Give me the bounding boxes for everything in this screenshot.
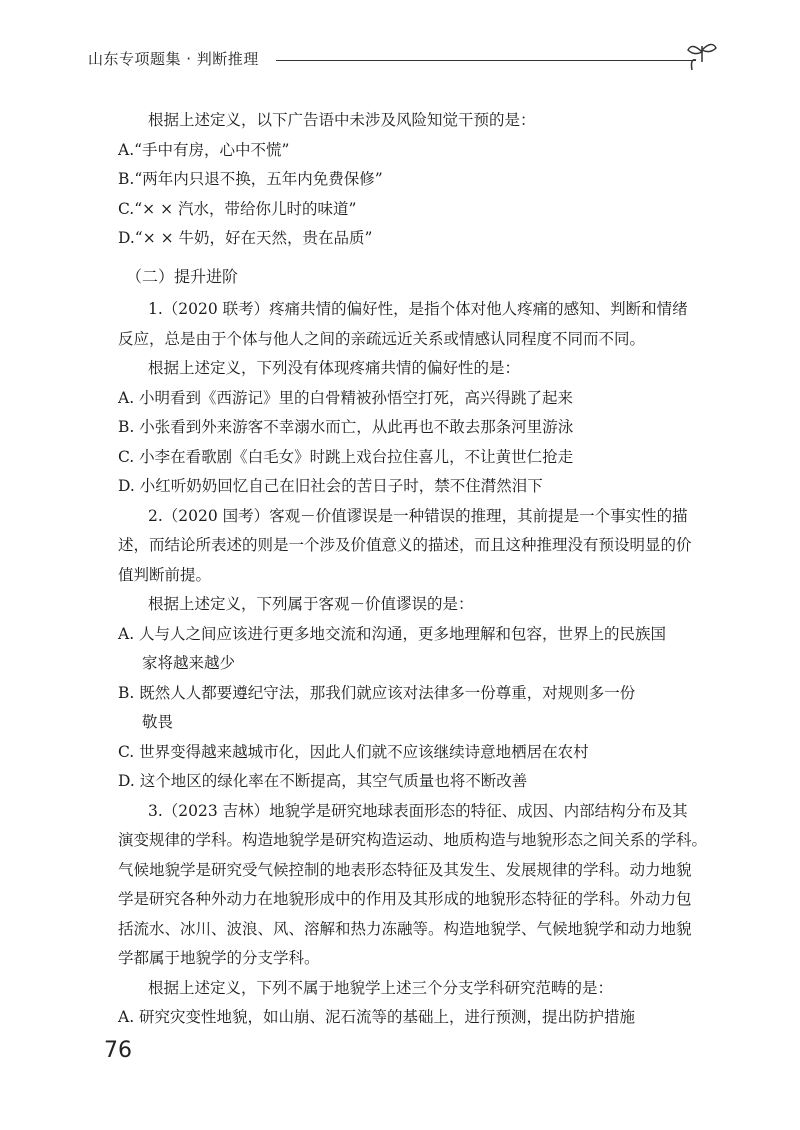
option-a: A. 人与人之间应该进行更多地交流和沟通，更多地理解和包容，世界上的民族国 bbox=[118, 624, 667, 643]
option-a-continuation: 家将越来越少 bbox=[142, 654, 236, 672]
definition-line: 2.（2020 国考）客观－价值谬误是一种错误的推理，其前提是一个事实性的描 bbox=[148, 506, 688, 525]
question-1 bbox=[118, 295, 720, 502]
question-3 bbox=[118, 797, 720, 1033]
question-stem: 根据上述定义，下列不属于地貌学上述三个分支学科研究范畴的是： bbox=[148, 978, 614, 997]
intro-question bbox=[118, 106, 720, 254]
option-c: C.“× × 汽水，带给你儿时的味道” bbox=[118, 199, 357, 218]
header-title: 山东专项题集 · 判断推理 bbox=[88, 50, 259, 68]
page-body bbox=[118, 106, 720, 1033]
definition-line: 演变规律的学科。构造地貌学是研究构造运动、地质构造与地貌形态之间关系的学科。 bbox=[118, 831, 708, 849]
option-d: D. 小红听奶奶回忆自己在旧社会的苦日子时，禁不住潸然泪下 bbox=[118, 477, 543, 495]
definition-line: 3.（2023 吉林）地貌学是研究地球表面形态的特征、成因、内部结构分布及其 bbox=[148, 801, 688, 820]
option-a: A.“手中有房，心中不慌” bbox=[118, 140, 290, 159]
option-b: B. 既然人人都要遵纪守法，那我们就应该对法律多一份尊重，对规则多一份 bbox=[118, 683, 636, 702]
question-2 bbox=[118, 502, 720, 797]
definition-line: 括流水、冰川、波浪、风、溶解和热力冻融等。构造地貌学、气候地貌学和动力地貌 bbox=[118, 919, 692, 938]
option-c: C. 世界变得越来越城市化，因此人们就不应该继续诗意地栖居在农村 bbox=[118, 742, 589, 761]
option-b-continuation: 敬畏 bbox=[142, 713, 174, 731]
definition-line: 述，而结论所表述的则是一个涉及价值意义的描述，而且这种推理没有预设明显的价 bbox=[118, 536, 692, 554]
option-a: A. 小明看到《西游记》里的白骨精被孙悟空打死，高兴得跳了起来 bbox=[118, 388, 574, 407]
question-stem: 根据上述定义，下列没有体现疼痛共情的偏好性的是： bbox=[148, 359, 521, 377]
definition-line: 气候地貌学是研究受气候控制的地表形态特征及其发生、发展规律的学科。动力地貌 bbox=[118, 860, 692, 879]
definition-line: 1.（2020 联考）疼痛共情的偏好性，是指个体对他人疼痛的感知、判断和情绪 bbox=[148, 300, 688, 318]
definition-line: 值判断前提。 bbox=[118, 565, 212, 584]
running-header bbox=[88, 36, 728, 76]
question-stem: 根据上述定义，以下广告语中未涉及风险知觉干预的是： bbox=[148, 111, 536, 129]
option-b: B. 小张看到外来游客不幸溺水而亡，从此再也不敢去那条河里游泳 bbox=[118, 418, 574, 436]
question-stem: 根据上述定义，下列属于客观－价值谬误的是： bbox=[148, 595, 474, 613]
section-heading: （二）提升进阶 bbox=[126, 266, 239, 286]
sprout-icon bbox=[682, 36, 722, 76]
definition-line: 学是研究各种外动力在地貌形成中的作用及其形成的地貌形态特征的学科。外动力包 bbox=[118, 890, 692, 908]
option-c: C. 小李在看歌剧《白毛女》时跳上戏台拉住喜儿，不让黄世仁抢走 bbox=[118, 447, 574, 466]
definition-line: 学都属于地貌学的分支学科。 bbox=[118, 949, 320, 967]
option-d: D.“× × 牛奶，好在天然，贵在品质” bbox=[118, 229, 373, 247]
option-a: A. 研究灾变性地貌，如山崩、泥石流等的基础上，进行预测，提出防护措施 bbox=[118, 1008, 636, 1026]
definition-line: 反应，总是由于个体与他人之间的亲疏远近关系或情感认同程度不同而不同。 bbox=[118, 329, 646, 348]
header-rule bbox=[276, 60, 696, 61]
option-b: B.“两年内只退不换，五年内免费保修” bbox=[118, 170, 383, 188]
page-number: 76 bbox=[104, 1038, 132, 1063]
option-d: D. 这个地区的绿化率在不断提高，其空气质量也将不断改善 bbox=[118, 772, 528, 790]
